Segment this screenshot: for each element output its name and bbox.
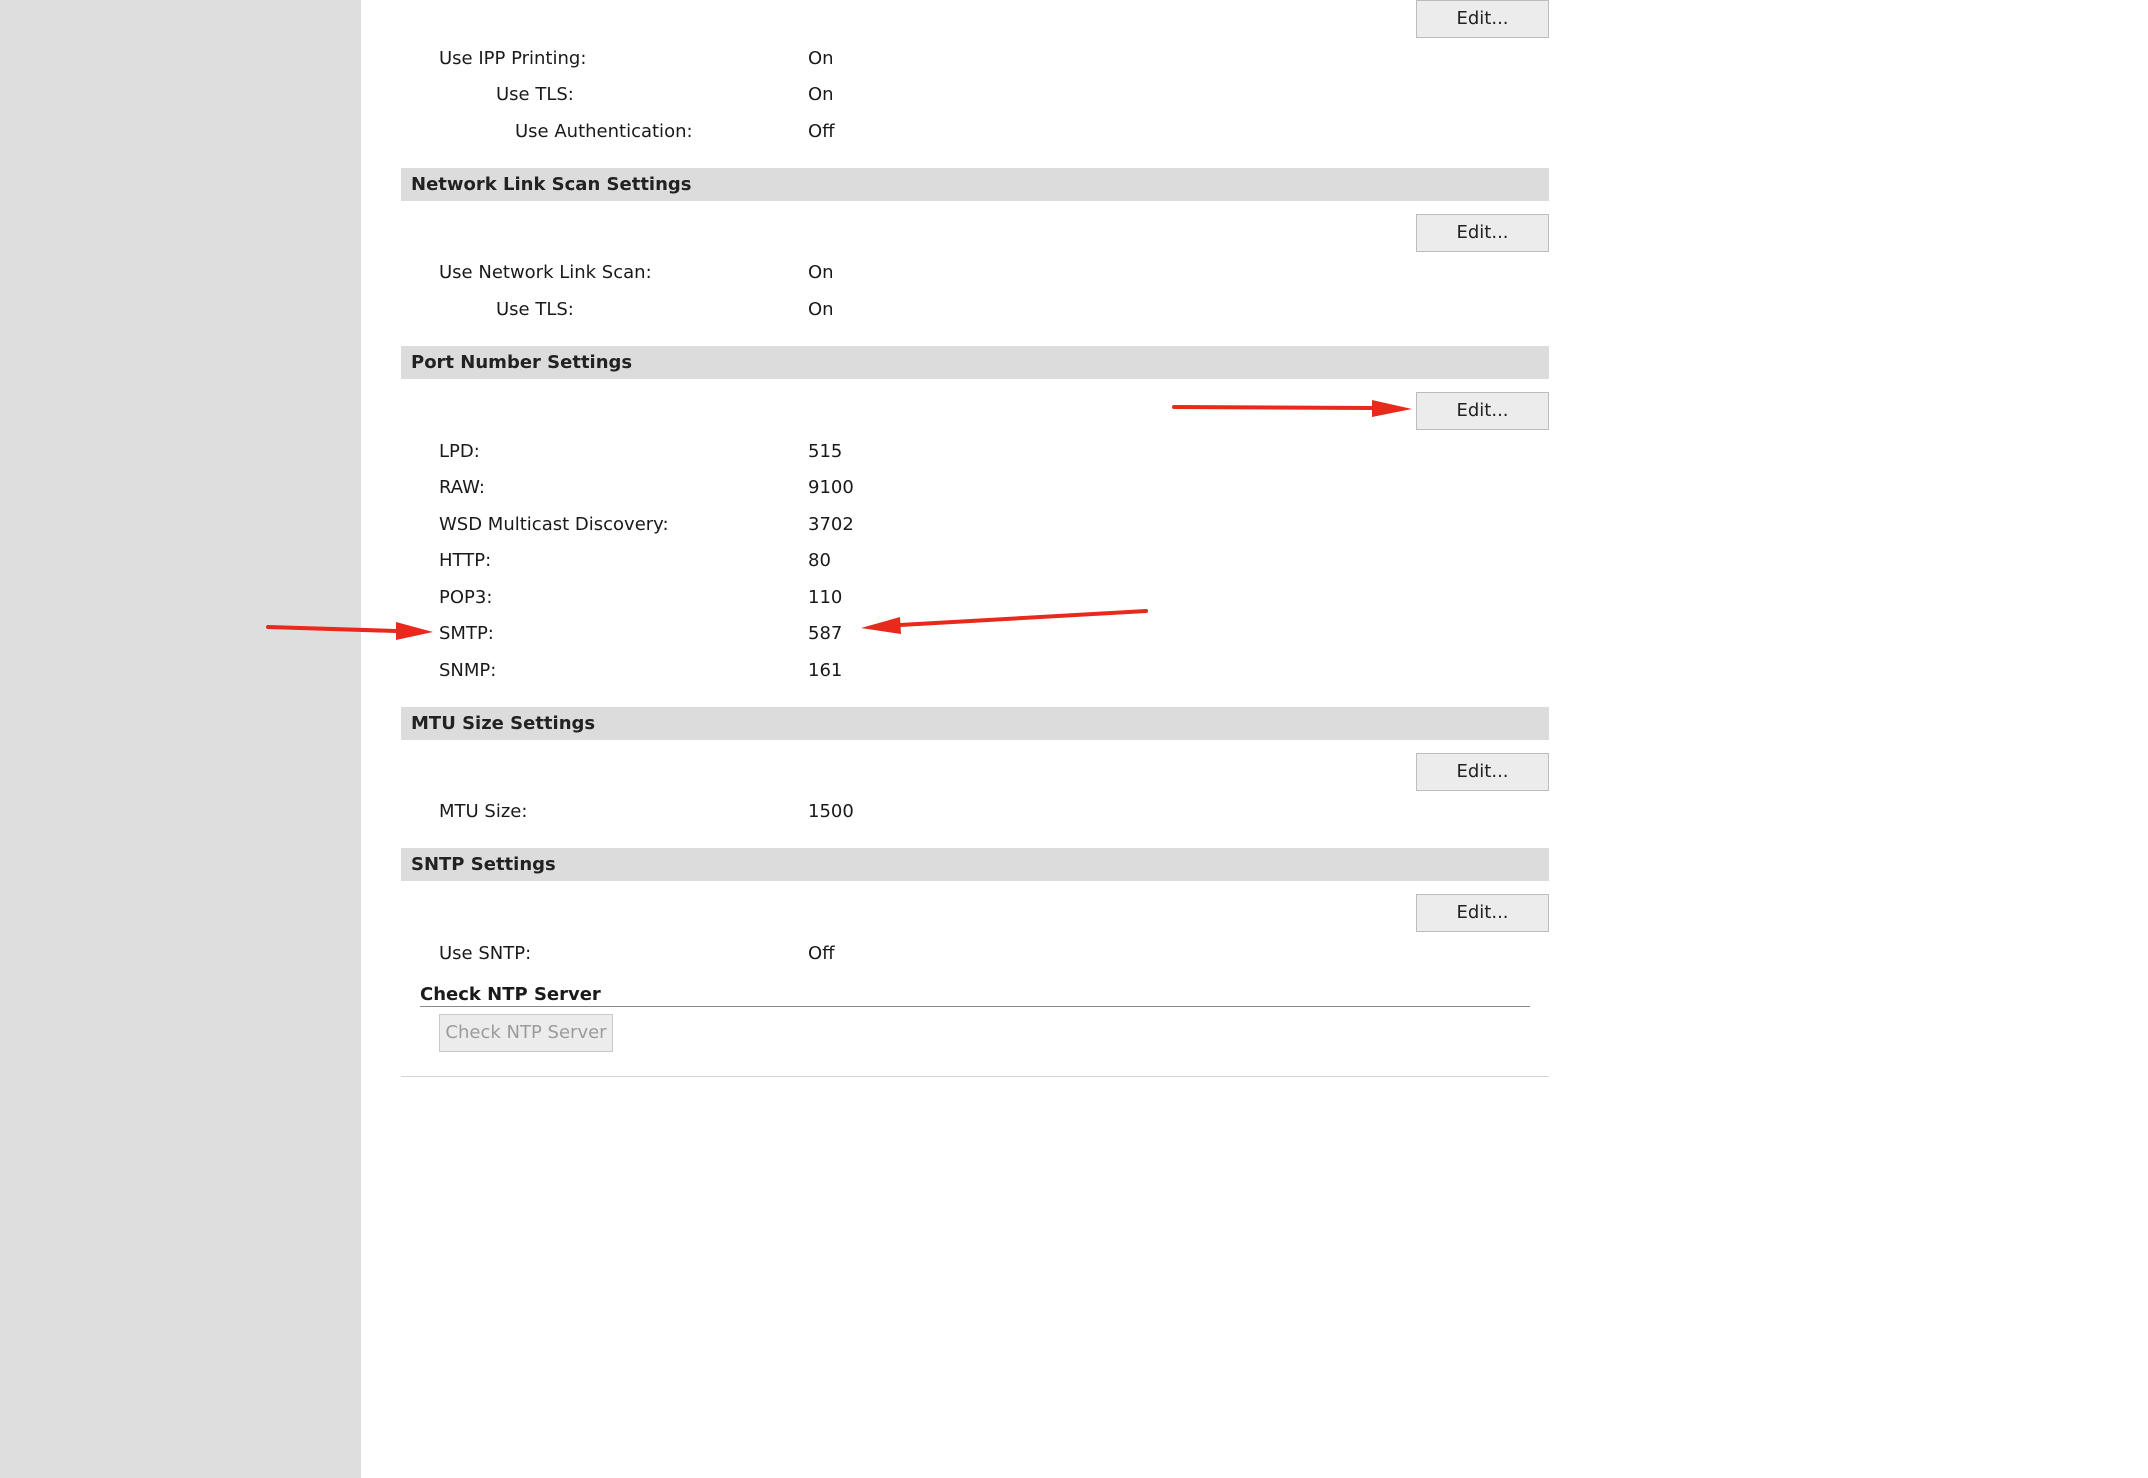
use-ipp-printing-label: Use IPP Printing: [439,48,587,69]
ipp-use-authentication-value: Off [808,121,835,142]
network-link-scan-edit-button[interactable]: Edit... [1416,214,1549,252]
snmp-port-value: 161 [808,660,843,681]
lpd-port-value: 515 [808,441,843,462]
http-port-label: HTTP: [439,550,492,571]
lpd-port-label: LPD: [439,441,480,462]
use-ipp-printing-value: On [808,48,834,69]
pop3-port-label: POP3: [439,587,493,608]
sntp-section-title: SNTP Settings [411,854,556,875]
use-sntp-label: Use SNTP: [439,943,532,964]
network-link-scan-use-tls-label: Use TLS: [496,299,574,320]
ipp-edit-button[interactable]: Edit... [1416,0,1549,38]
use-network-link-scan-value: On [808,262,834,283]
sntp-edit-button[interactable]: Edit... [1416,894,1549,932]
port-number-section-header [401,346,1549,379]
check-ntp-server-button[interactable]: Check NTP Server [439,1014,613,1052]
raw-port-label: RAW: [439,477,485,498]
use-network-link-scan-label: Use Network Link Scan: [439,262,652,283]
network-link-scan-section-header [401,168,1549,201]
network-link-scan-section-title: Network Link Scan Settings [411,174,692,195]
mtu-section-header [401,707,1549,740]
smtp-port-value: 587 [808,623,843,644]
mtu-section-title: MTU Size Settings [411,713,596,734]
ipp-use-authentication-label: Use Authentication: [515,121,693,142]
port-number-edit-button[interactable]: Edit... [1416,392,1549,430]
smtp-port-label: SMTP: [439,623,494,644]
mtu-size-value: 1500 [808,801,854,822]
ipp-use-tls-label: Use TLS: [496,84,574,105]
network-link-scan-use-tls-value: On [808,299,834,320]
check-ntp-server-subtitle: Check NTP Server [420,984,601,1005]
mtu-size-label: MTU Size: [439,801,528,822]
left-sidebar [0,0,361,1478]
bottom-divider [401,1076,1549,1077]
ipp-use-tls-value: On [808,84,834,105]
wsd-multicast-discovery-port-label: WSD Multicast Discovery: [439,514,669,535]
wsd-multicast-discovery-port-value: 3702 [808,514,854,535]
raw-port-value: 9100 [808,477,854,498]
snmp-port-label: SNMP: [439,660,497,681]
mtu-edit-button[interactable]: Edit... [1416,753,1549,791]
sntp-section-header [401,848,1549,881]
port-number-section-title: Port Number Settings [411,352,633,373]
check-ntp-server-divider [420,1006,1530,1007]
pop3-port-value: 110 [808,587,843,608]
http-port-value: 80 [808,550,831,571]
use-sntp-value: Off [808,943,835,964]
